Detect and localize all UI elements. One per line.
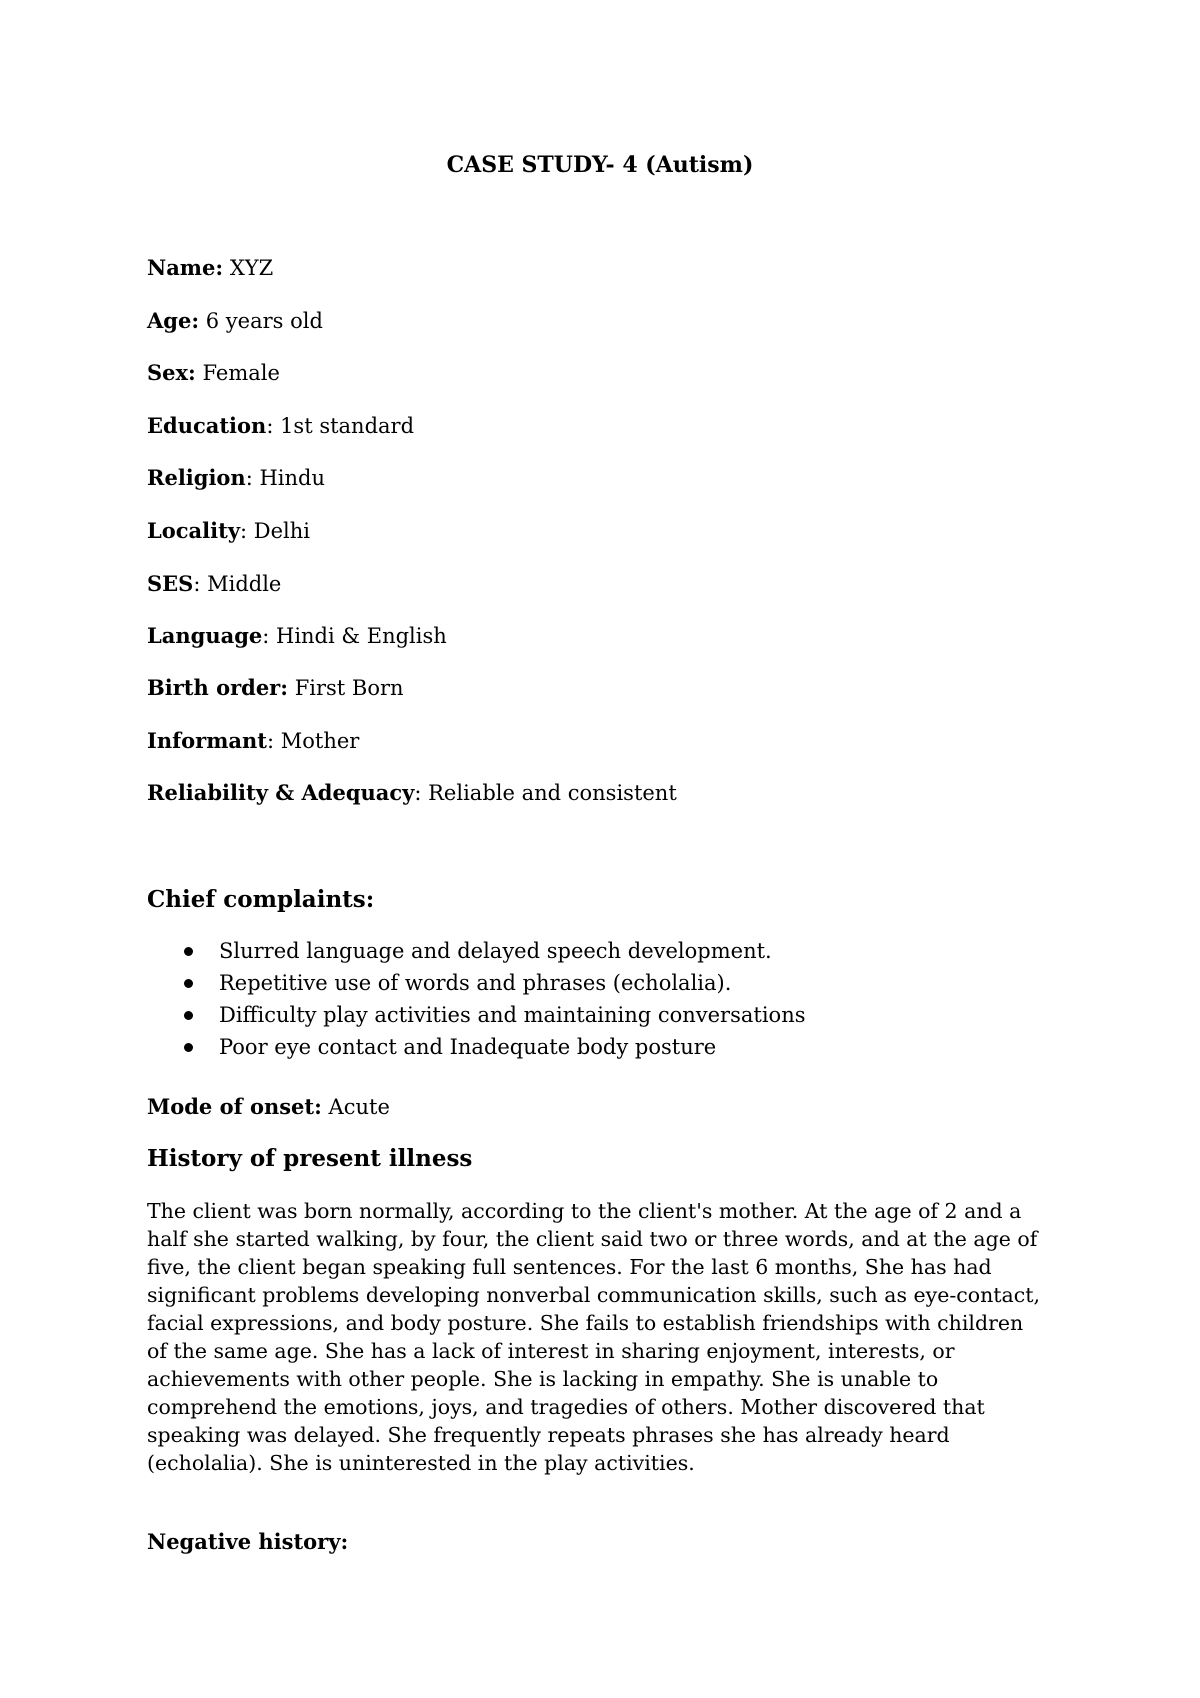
field-label: Language bbox=[147, 623, 263, 648]
field-label: Religion bbox=[147, 465, 246, 490]
bullet-icon bbox=[184, 1043, 193, 1052]
field-locality bbox=[147, 517, 310, 545]
field-value: Female bbox=[195, 361, 280, 385]
field-value: XYZ bbox=[223, 256, 274, 280]
field-value: : Hindi & English bbox=[262, 624, 447, 648]
field-label: Locality bbox=[147, 518, 241, 543]
list-item bbox=[147, 967, 806, 999]
field-sex bbox=[147, 359, 280, 387]
field-value: : Delhi bbox=[240, 519, 311, 543]
list-item bbox=[147, 935, 806, 967]
field-label: Birth order: bbox=[147, 675, 289, 700]
field-language bbox=[147, 622, 447, 650]
document-title: CASE STUDY- 4 (Autism) bbox=[446, 152, 754, 178]
field-ses bbox=[147, 570, 281, 598]
bullet-icon bbox=[184, 947, 193, 956]
list-item-text: Repetitive use of words and phrases (echolalia). bbox=[219, 971, 732, 995]
field-value: : Mother bbox=[267, 729, 360, 753]
field-value: First Born bbox=[288, 676, 404, 700]
chief-complaints-heading: Chief complaints: bbox=[147, 886, 375, 913]
field-label: Sex: bbox=[147, 360, 196, 385]
field-value: : Reliable and consistent bbox=[414, 781, 677, 805]
field-value: 6 years old bbox=[199, 309, 323, 333]
field-birth-order bbox=[147, 674, 404, 702]
field-value: : 1st standard bbox=[266, 414, 415, 438]
list-item-text: Difficulty play activities and maintaining conversations bbox=[219, 1003, 806, 1027]
field-value: Acute bbox=[321, 1095, 390, 1119]
field-label: Age: bbox=[147, 308, 200, 333]
field-mode-of-onset bbox=[147, 1093, 390, 1121]
field-label: Name: bbox=[147, 255, 224, 280]
field-label: Mode of onset: bbox=[147, 1094, 322, 1119]
history-heading: History of present illness bbox=[147, 1145, 473, 1172]
field-education bbox=[147, 412, 414, 440]
list-item bbox=[147, 999, 806, 1031]
field-value: : Hindu bbox=[245, 466, 325, 490]
field-label: SES bbox=[147, 571, 194, 596]
negative-history-heading: Negative history: bbox=[147, 1529, 349, 1554]
field-age bbox=[147, 307, 323, 335]
field-informant bbox=[147, 727, 359, 755]
list-item bbox=[147, 1031, 806, 1063]
bullet-icon bbox=[184, 979, 193, 988]
field-name bbox=[147, 254, 273, 282]
field-label: Education bbox=[147, 413, 267, 438]
field-religion bbox=[147, 464, 325, 492]
list-item-text: Slurred language and delayed speech development. bbox=[219, 939, 772, 963]
bullet-icon bbox=[184, 1011, 193, 1020]
field-label: Informant bbox=[147, 728, 267, 753]
chief-complaints-list bbox=[147, 935, 806, 1063]
field-value: : Middle bbox=[193, 572, 282, 596]
history-paragraph: The client was born normally, according to the client's mother. At the age of 2 and a half she started walking, by four, the client said two or three words, and at the age of five, the client began speaking full sentences. For the last 6 months, She has had significant problems developing nonverbal communication skills, such as eye-contact, facial expressions, and body posture. She fails to establish friendships with children of the same age. She has a lack of interest in sharing enjoyment, interests, or achievements with other people. She is lacking in empathy. She is unable to comprehend the emotions, joys, and tragedies of others. Mother discovered that speaking was delayed. She frequently repeats phrases she has already heard (echolalia). She is uninterested in the play activities. bbox=[147, 1199, 1040, 1475]
list-item-text: Poor eye contact and Inadequate body posture bbox=[219, 1035, 717, 1059]
field-label: Reliability & Adequacy bbox=[147, 780, 415, 805]
field-reliability bbox=[147, 779, 677, 807]
